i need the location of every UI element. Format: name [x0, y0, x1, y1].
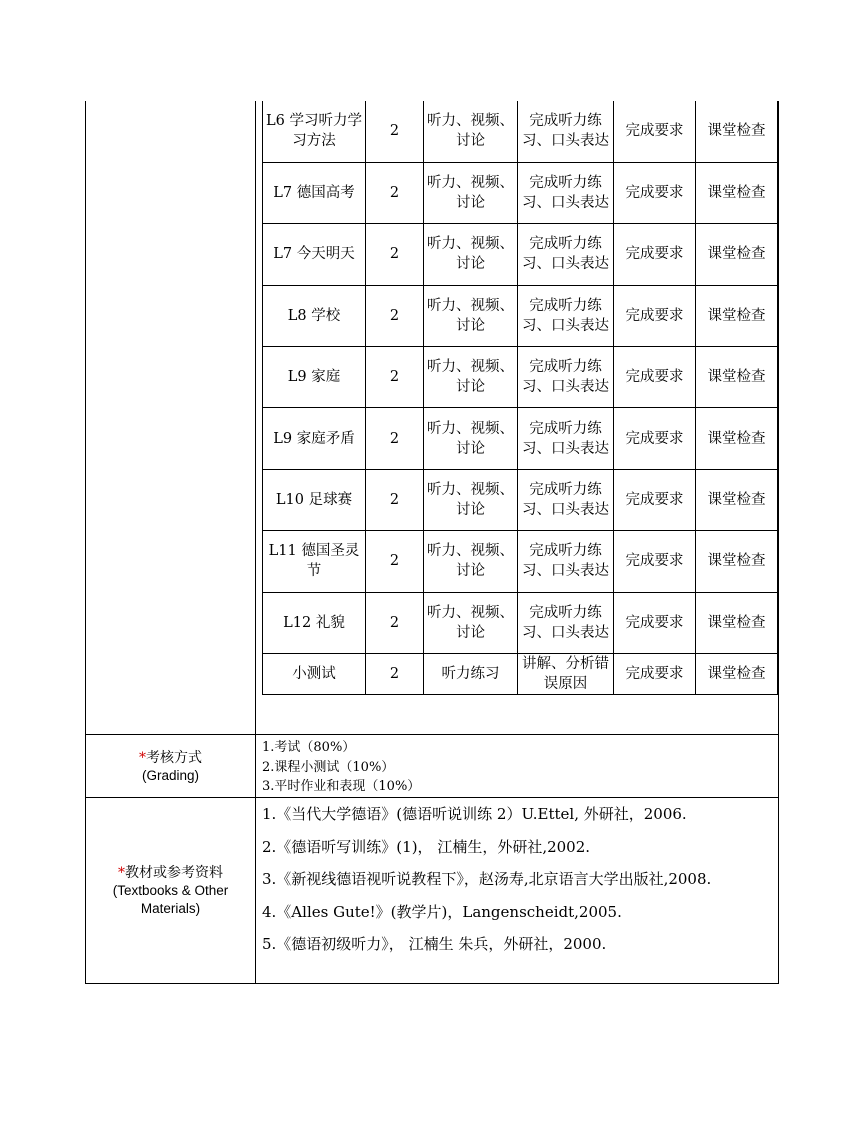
cell-topic: L10 足球赛 — [263, 469, 366, 530]
cell-hours: 2 — [366, 408, 424, 469]
cell-requirement: 完成要求 — [614, 469, 696, 530]
cell-topic: L8 学校 — [263, 285, 366, 346]
cell-topic: L11 德国圣灵节 — [263, 531, 366, 592]
grading-item: 2.课程小测试（10%） — [262, 759, 395, 775]
row-divider-grading-top — [85, 734, 779, 735]
required-star: * — [118, 865, 125, 881]
cell-task: 完成听力练习、口头表达 — [518, 285, 614, 346]
cell-hours: 2 — [366, 531, 424, 592]
table-row — [263, 654, 778, 695]
material-item: 1.《当代大学德语》(德语听说训练 2）U.Ettel, 外研社，2006. — [262, 805, 687, 823]
cell-requirement: 完成要求 — [614, 592, 696, 653]
cell-topic: L7 德国高考 — [263, 162, 366, 223]
cell-requirement: 完成要求 — [614, 347, 696, 408]
column-divider — [255, 101, 256, 984]
cell-assessment: 课堂检查 — [696, 654, 778, 695]
cell-assessment: 课堂检查 — [696, 224, 778, 285]
cell-hours: 2 — [366, 592, 424, 653]
table-row — [263, 285, 778, 346]
cell-requirement: 完成要求 — [614, 654, 696, 695]
cell-hours: 2 — [366, 224, 424, 285]
cell-requirement: 完成要求 — [614, 101, 696, 162]
cell-topic: L6 学习听力学习方法 — [263, 101, 366, 162]
cell-requirement: 完成要求 — [614, 285, 696, 346]
cell-task: 完成听力练习、口头表达 — [518, 162, 614, 223]
grading-item: 1.考试（80%） — [262, 740, 356, 755]
materials-label-en: (Textbooks & Other — [112, 883, 229, 898]
cell-requirement: 完成要求 — [614, 408, 696, 469]
cell-hours: 2 — [366, 101, 424, 162]
cell-hours: 2 — [366, 654, 424, 695]
cell-assessment: 课堂检查 — [696, 531, 778, 592]
cell-method: 听力、视频、讨论 — [424, 347, 518, 408]
material-item: 3.《新视线德语视听说教程下》，赵汤寿,北京语言大学出版社,2008. — [262, 870, 712, 888]
cell-assessment: 课堂检查 — [696, 101, 778, 162]
cell-task: 完成听力练习、口头表达 — [518, 592, 614, 653]
required-star: * — [139, 750, 146, 766]
cell-requirement: 完成要求 — [614, 224, 696, 285]
cell-method: 听力、视频、讨论 — [424, 162, 518, 223]
spacer-cell — [263, 695, 778, 696]
cell-requirement: 完成要求 — [614, 162, 696, 223]
cell-hours: 2 — [366, 162, 424, 223]
grading-label-cn: 考核方式 — [146, 750, 202, 766]
table-row — [263, 469, 778, 530]
cell-hours: 2 — [366, 285, 424, 346]
table-row — [263, 224, 778, 285]
grading-item: 3.平时作业和表现（10%） — [262, 779, 421, 794]
cell-assessment: 课堂检查 — [696, 285, 778, 346]
materials-label-en: Materials) — [140, 901, 201, 916]
cell-method: 听力、视频、讨论 — [424, 592, 518, 653]
schedule-table — [262, 101, 778, 696]
cell-method: 听力、视频、讨论 — [424, 285, 518, 346]
cell-task: 讲解、分析错误原因 — [518, 654, 614, 695]
table-row — [263, 347, 778, 408]
cell-method: 听力、视频、讨论 — [424, 469, 518, 530]
cell-topic: L7 今天明天 — [263, 224, 366, 285]
table-row — [263, 531, 778, 592]
cell-method: 听力练习 — [424, 654, 518, 695]
cell-topic: L9 家庭矛盾 — [263, 408, 366, 469]
materials-list — [262, 798, 711, 961]
cell-method: 听力、视频、讨论 — [424, 101, 518, 162]
cell-assessment: 课堂检查 — [696, 592, 778, 653]
cell-task: 完成听力练习、口头表达 — [518, 469, 614, 530]
cell-task: 完成听力练习、口头表达 — [518, 347, 614, 408]
material-item: 4.《Alles Gute!》(教学片)，Langenscheidt,2005. — [262, 902, 622, 921]
grading-list — [262, 738, 420, 797]
material-item: 5.《德语初级听力》， 江楠生 朱兵，外研社，2000. — [262, 935, 607, 953]
table-end-spacer — [263, 695, 778, 696]
cell-method: 听力、视频、讨论 — [424, 408, 518, 469]
cell-method: 听力、视频、讨论 — [424, 531, 518, 592]
cell-topic: 小测试 — [263, 654, 366, 695]
grading-label-en: (Grading) — [141, 768, 200, 783]
cell-assessment: 课堂检查 — [696, 347, 778, 408]
cell-task: 完成听力练习、口头表达 — [518, 101, 614, 162]
cell-assessment: 课堂检查 — [696, 162, 778, 223]
materials-label — [86, 864, 255, 918]
cell-task: 完成听力练习、口头表达 — [518, 224, 614, 285]
cell-topic: L12 礼貌 — [263, 592, 366, 653]
cell-hours: 2 — [366, 347, 424, 408]
cell-assessment: 课堂检查 — [696, 408, 778, 469]
cell-hours: 2 — [366, 469, 424, 530]
cell-assessment: 课堂检查 — [696, 469, 778, 530]
cell-task: 完成听力练习、口头表达 — [518, 408, 614, 469]
grading-label — [86, 749, 255, 785]
materials-label-cn: 教材或参考资料 — [125, 865, 223, 881]
table-row — [263, 592, 778, 653]
cell-requirement: 完成要求 — [614, 531, 696, 592]
cell-task: 完成听力练习、口头表达 — [518, 531, 614, 592]
cell-method: 听力、视频、讨论 — [424, 224, 518, 285]
cell-topic: L9 家庭 — [263, 347, 366, 408]
table-row — [263, 101, 778, 162]
table-row — [263, 408, 778, 469]
material-item: 2.《德语听写训练》(1)， 江楠生，外研社,2002. — [262, 837, 591, 856]
table-row — [263, 162, 778, 223]
